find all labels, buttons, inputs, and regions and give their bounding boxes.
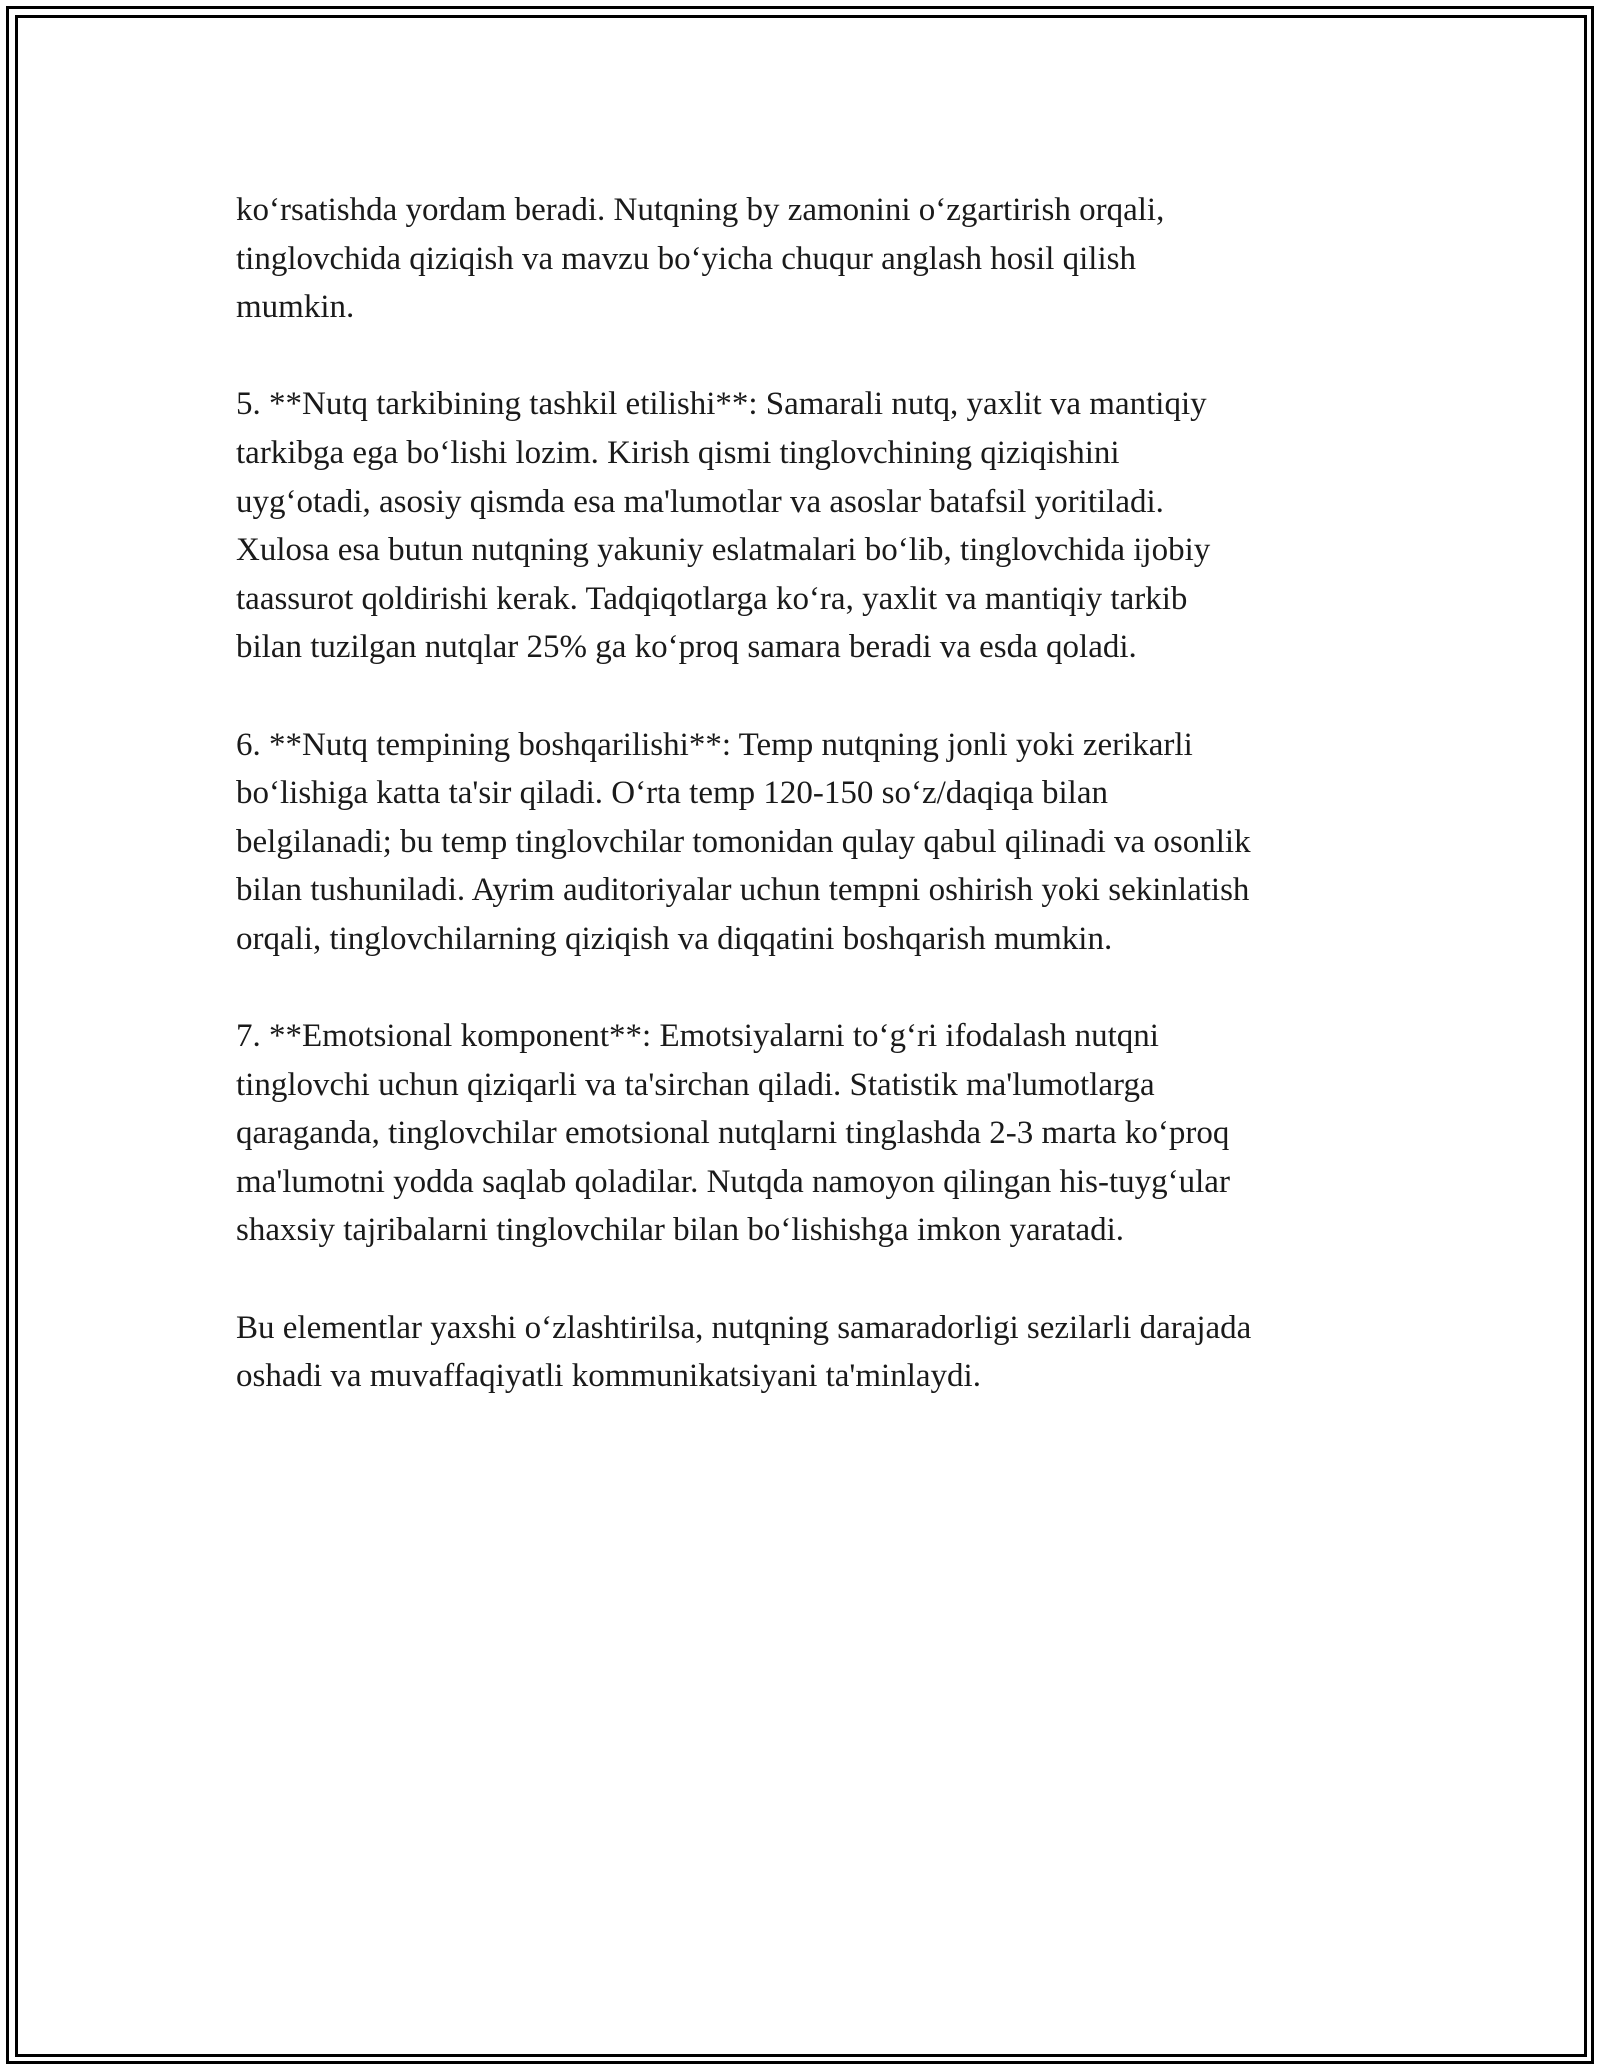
text-line: 7. **Emotsional komponent**: Emotsiyalarni to‘g‘ri ifodalash nutqni <box>236 1018 1159 1055</box>
text-line: 5. **Nutq tarkibining tashkil etilishi**: Samarali nutq, yaxlit va mantiqiy <box>236 386 1207 423</box>
text-line: shaxsiy tajribalarni tinglovchilar bilan bo‘lishishga imkon yaratadi. <box>236 1212 1125 1249</box>
text-line: 6. **Nutq tempining boshqarilishi**: Temp nutqning jonli yoki zerikarli <box>236 726 1193 763</box>
paragraph-item-7 <box>236 1012 1406 1255</box>
text-line: bilan tuzilgan nutqlar 25% ga ko‘proq samara beradi va esda qoladi. <box>236 629 1137 666</box>
text-line: bo‘lishiga katta ta'sir qiladi. O‘rta temp 120-150 so‘z/daqiqa bilan <box>236 775 1108 812</box>
text-line: tinglovchida qiziqish va mavzu bo‘yicha chuqur anglash hosil qilish <box>236 240 1136 277</box>
paragraph-continuation <box>236 186 1406 332</box>
text-line: mumkin. <box>236 289 355 326</box>
text-line: uyg‘otadi, asosiy qismda esa ma'lumotlar va asoslar batafsil yoritiladi. <box>236 483 1164 520</box>
text-line: oshadi va muvaffaqiyatli kommunikatsiyani ta'minlaydi. <box>236 1358 981 1395</box>
paragraph-item-6 <box>236 721 1406 964</box>
paragraph-conclusion <box>236 1304 1406 1401</box>
text-line: tinglovchi uchun qiziqarli va ta'sirchan qiladi. Statistik ma'lumotlarga <box>236 1066 1155 1103</box>
text-line: tarkibga ega bo‘lishi lozim. Kirish qismi tinglovchining qiziqishini <box>236 434 1120 471</box>
text-line: ko‘rsatishda yordam beradi. Nutqning by zamonini o‘zgartirish orqali, <box>236 192 1165 228</box>
paragraph-item-5 <box>236 380 1406 672</box>
text-line: Bu elementlar yaxshi o‘zlashtirilsa, nutqning samaradorligi sezilarli darajada <box>236 1309 1252 1346</box>
text-line: qaraganda, tinglovchilar emotsional nutqlarni tinglashda 2-3 marta ko‘proq <box>236 1115 1230 1152</box>
text-line: taassurot qoldirishi kerak. Tadqiqotlarga ko‘ra, yaxlit va mantiqiy tarkib <box>236 580 1188 617</box>
text-line: orqali, tinglovchilarning qiziqish va diqqatini boshqarish mumkin. <box>236 920 1113 957</box>
text-line: Xulosa esa butun nutqning yakuniy eslatmalari bo‘lib, tinglovchida ijobiy <box>236 532 1211 569</box>
document-body <box>236 186 1406 1449</box>
text-line: belgilanadi; bu temp tinglovchilar tomonidan qulay qabul qilinadi va osonlik <box>236 823 1251 860</box>
text-line: ma'lumotni yodda saqlab qoladilar. Nutqda namoyon qilingan his-tuyg‘ular <box>236 1163 1230 1200</box>
text-line: bilan tushuniladi. Ayrim auditoriyalar uchun tempni oshirish yoki sekinlatish <box>236 872 1250 909</box>
